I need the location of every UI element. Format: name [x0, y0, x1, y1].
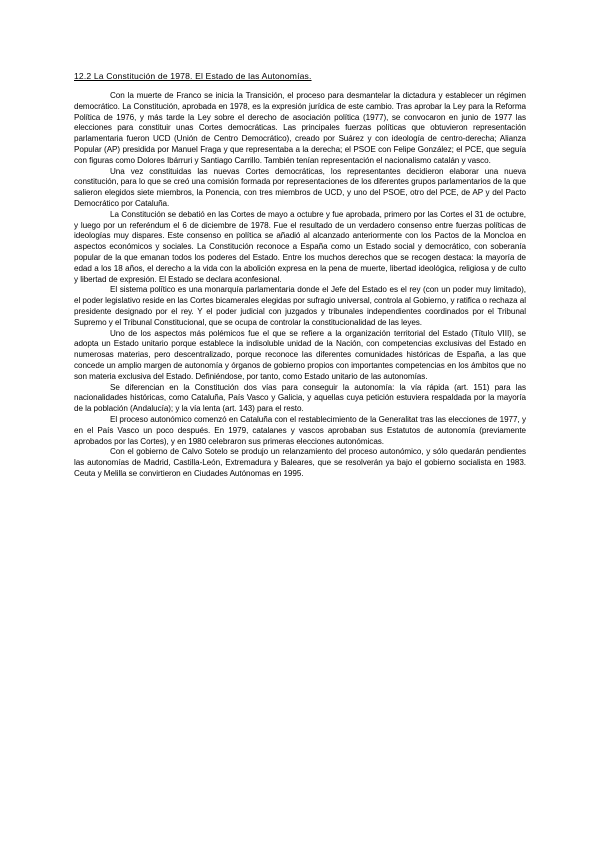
paragraph-organizacion-territorial: Uno de los aspectos más polémicos fue el que se refiere a la organización territorial del Estado (Título VIII), se adopta un Estado unitario porque establece la indisoluble unidad de la Nación, con competencias exclusivas del Estado en numerosas materias, pero descentralizado, porque reconoce las diferentes comunidades históricas de España, a las que concede un amplio margen de autonomía y órganos de gobierno propios con importantes competencias en los ámbitos que no son materia exclusiva del Estado. Definiéndose, por tanto, como Estado unitario de las autonomías. — [74, 328, 526, 381]
paragraph-transicion: Con la muerte de Franco se inicia la Transición, el proceso para desmantelar la dictadura y establecer un régimen democrático. La Constitución, aprobada en 1978, es la expresión jurídica de este cambio. Tras aprobar la Ley para la Reforma Política de 1976, y más tarde la Ley sobre el derecho de asociación política (1977), se convocaron en junio de 1977 las elecciones para constituir unas Cortes democráticas. Las principales fuerzas políticas que obtuvieron representación parlamentaria fueron UCD (Unión de Centro Democrático), creado por Suárez y con ideología de centro-derecha; Alianza Popular (AP) presidida por Manuel Fraga y que representaba a la derecha; el PSOE con Felipe González; el PCE, que seguía con figuras como Dolores Ibárruri y Santiago Carrillo. También tenían representación el nacionalismo catalán y vasco. — [74, 91, 526, 165]
paragraph-sistema-politico: El sistema político es una monarquía parlamentaria donde el Jefe del Estado es el rey (con un poder muy limitado), el poder legislativo reside en las Cortes bicamerales elegidas por sufragio universal, controla al Gobierno, y ratifica o rechaza al presidente designado por el rey. Y el poder judicial con juzgados y tribunales independientes coordinados por el Tribunal Supremo y el Tribunal Constitucional, que se ocupa de controlar la constitucionalidad de las leyes. — [74, 285, 526, 327]
paragraph-calvo-sotelo: Con el gobierno de Calvo Sotelo se produjo un relanzamiento del proceso autonómico, y sólo quedarán pendientes las autonomías de Madrid, Castilla-León, Extremadura y Baleares, que se resolverán ya bajo el gobierno socialista en 1983. Ceuta y Melilla se convirtieron en Ciudades Autónomas en 1995. — [74, 447, 526, 478]
paragraph-cortes-constituyentes: Una vez constituidas las nuevas Cortes democráticas, los representantes decidieron elaborar una nueva constitución, para lo que se creó una comisión formada por representaciones de los diferentes grupos parlamentarios de la que salieron elegidos siete miembros, la Ponencia, con tres miembros de UCD, y uno del PSOE, otro del PCE, de AP y del Pacto Democrático por Cataluña. — [74, 166, 526, 208]
paragraph-vias-autonomia: Se diferencian en la Constitución dos vías para conseguir la autonomía: la vía rápida (art. 151) para las nacionalidades históricas, como Cataluña, País Vasco y Galicia, y aquellas cuya petición estuviera respaldada por la mayoría de la población (Andalucía); y la vía lenta (art. 143) para el resto. — [74, 382, 526, 414]
document-page — [74, 71, 526, 480]
paragraph-proceso-autonomico: El proceso autonómico comenzó en Cataluña con el restablecimiento de la Generalitat tras las elecciones de 1977, y en el País Vasco un poco después. En 1979, catalanes y vascos aprobaban sus Estatutos de autonomía (previamente aprobados por las Cortes), y en 1980 celebraron sus primeras elecciones autonómicas. — [74, 414, 526, 446]
document-title: 12.2 La Constitución de 1978. El Estado de las Autonomías. — [74, 71, 312, 81]
paragraph-aprobacion-constitucion: La Constitución se debatió en las Cortes de mayo a octubre y fue aprobada, primero por las Cortes el 31 de octubre, y luego por un referéndum el 6 de diciembre de 1978. Fue el resultado de un verdadero consenso entre fuerzas políticas de ideologías muy dispares. Este consenso en política se añadió al alcanzado anteriormente con los Pactos de la Moncloa en aspectos económicos y sociales. La Constitución reconoce a España como un Estado social y democrático, con soberanía popular de la que emanan todos los poderes del Estado. Entre los muchos derechos que se recogen destaca: la mayoría de edad a los 18 años, el derecho a la vida con la abolición expresa en la pena de muerte, libertad ideológica, religiosa y de culto y libertad de expresión. El Estado se declara aconfesional. — [74, 209, 526, 284]
